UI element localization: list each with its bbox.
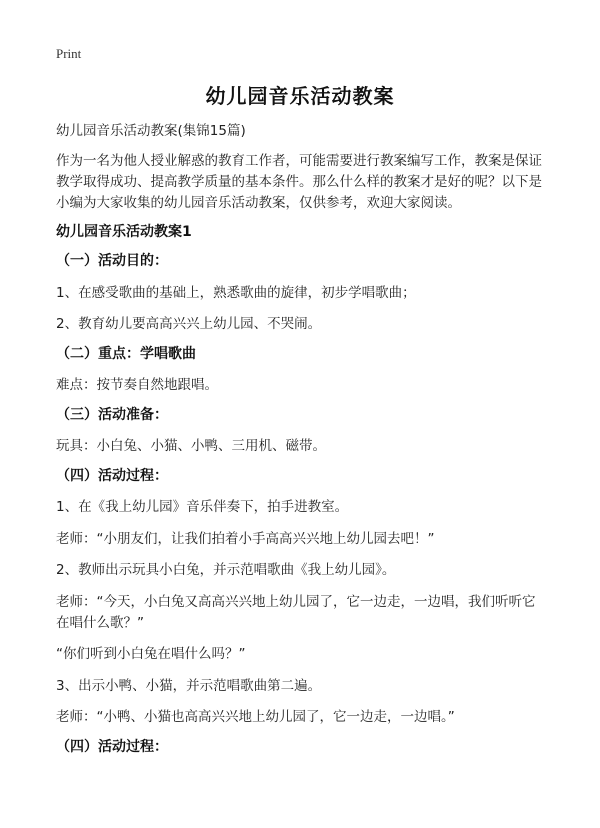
- process-heading-2: （四）活动过程：: [56, 739, 168, 755]
- goal-item-1: 1、在感受歌曲的基础上，熟悉歌曲的旋律，初步学唱歌曲；: [56, 285, 416, 301]
- toys-text: 玩具：小白兔、小猫、小鸭、三用机、磁带。: [56, 438, 326, 454]
- key-heading: （二）重点：学唱歌曲: [56, 346, 196, 362]
- page-title: 幼儿园音乐活动教案: [205, 84, 395, 108]
- teacher-line-3: 老师：“小鸭、小猫也高高兴兴地上幼儿园了，它一边走，一边唱。”: [56, 709, 455, 725]
- print-label[interactable]: Print: [56, 46, 82, 61]
- intro-line-1: 作为一名为他人授业解惑的教育工作者，可能需要进行教案编写工作，教案是保证: [56, 153, 542, 169]
- process-heading: （四）活动过程：: [56, 468, 168, 484]
- teacher-line-2a: 老师：“今天，小白兔又高高兴兴地上幼儿园了，它一边走，一边唱，我们听听它: [56, 594, 536, 610]
- step-1: 1、在《我上幼儿园》音乐伴奏下，拍手进教室。: [56, 499, 349, 515]
- goal-heading: （一）活动目的：: [56, 253, 168, 269]
- difficulty-text: 难点：按节奏自然地跟唱。: [56, 377, 218, 393]
- question-text: “你们听到小白兔在唱什么吗？”: [56, 646, 246, 662]
- teacher-line-2b: 在唱什么歌？”: [56, 615, 144, 631]
- goal-item-2: 2、教育幼儿要高高兴兴上幼儿园、不哭闹。: [56, 316, 322, 332]
- intro-line-3: 小编为大家收集的幼儿园音乐活动教案，仅供参考，欢迎大家阅读。: [56, 195, 461, 211]
- prep-heading: （三）活动准备：: [56, 407, 168, 423]
- step-2: 2、教师出示玩具小白兔，并示范唱歌曲《我上幼儿园》。: [56, 562, 396, 578]
- section-title: 幼儿园音乐活动教案1: [56, 224, 192, 240]
- document-subtitle: 幼儿园音乐活动教案(集锦15篇): [56, 123, 246, 139]
- teacher-line-1: 老师：“小朋友们，让我们拍着小手高高兴兴地上幼儿园去吧！”: [56, 531, 435, 547]
- step-3: 3、出示小鸭、小猫，并示范唱歌曲第二遍。: [56, 678, 322, 694]
- intro-line-2: 教学取得成功、提高教学质量的基本条件。那么什么样的教案才是好的呢？以下是: [56, 174, 542, 190]
